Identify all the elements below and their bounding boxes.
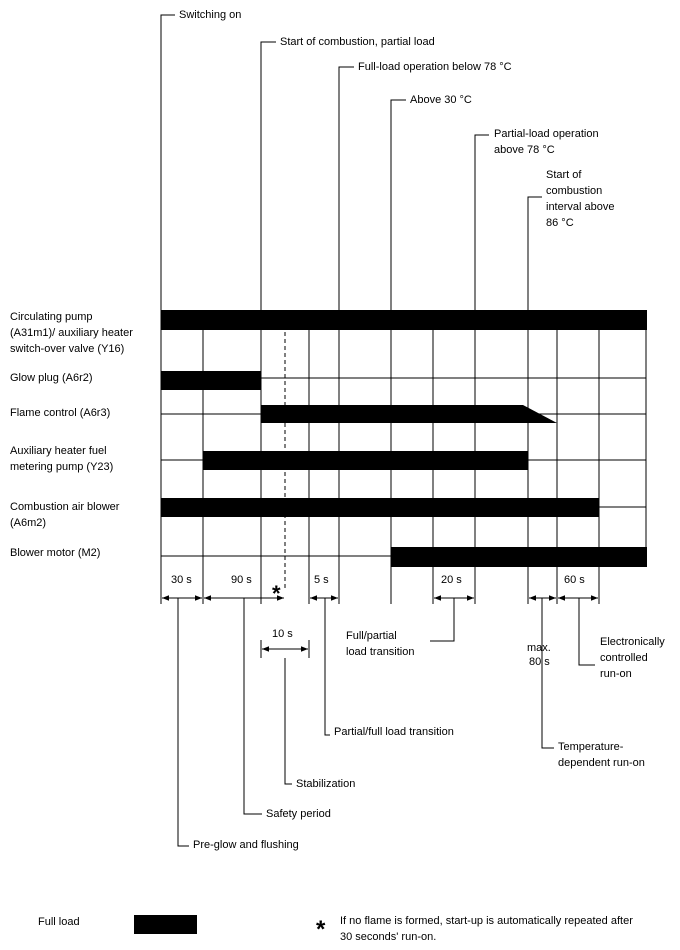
row-air-blower-2: (A6m2) bbox=[10, 517, 47, 529]
row-circulating-pump-2: (A31m1)/ auxiliary heater bbox=[10, 327, 133, 339]
event-start-interval-4: 86 °C bbox=[546, 217, 574, 229]
note-temperature-2: dependent run-on bbox=[558, 757, 645, 769]
legend-asterisk: * bbox=[316, 916, 326, 943]
row-air-blower-1: Combustion air blower bbox=[10, 501, 120, 513]
duration-60s: 60 s bbox=[564, 574, 585, 586]
bar-glow-plug bbox=[161, 371, 261, 390]
legend-full-load-label: Full load bbox=[38, 916, 80, 928]
event-start-interval-2: combustion bbox=[546, 185, 603, 197]
full-load-line bbox=[339, 67, 354, 310]
event-lines bbox=[161, 15, 542, 310]
note-partial-full: Partial/full load transition bbox=[334, 726, 454, 738]
event-above-30: Above 30 °C bbox=[410, 94, 472, 106]
legend-full-load-swatch bbox=[134, 915, 197, 934]
event-partial-load-1: Partial-load operation bbox=[494, 128, 599, 140]
event-full-load: Full-load operation below 78 °C bbox=[358, 61, 512, 73]
event-switching-on: Switching on bbox=[179, 9, 242, 21]
asterisk-marker: * bbox=[272, 581, 281, 606]
note-transition-1: Full/partial bbox=[346, 630, 397, 642]
duration-5s: 5 s bbox=[314, 574, 329, 586]
bar-circulating-pump bbox=[161, 310, 647, 330]
note-electronic-3: run-on bbox=[600, 668, 632, 680]
row-glow-plug: Glow plug (A6r2) bbox=[10, 372, 93, 384]
above-30-line bbox=[391, 100, 406, 310]
event-start-interval-3: interval above bbox=[546, 201, 615, 213]
bar-fuel-pump bbox=[203, 451, 528, 470]
note-preglow: Pre-glow and flushing bbox=[193, 839, 299, 851]
leader-safety bbox=[244, 598, 262, 814]
duration-max-2: 80 s bbox=[529, 656, 550, 668]
note-stabilization: Stabilization bbox=[296, 778, 356, 790]
event-start-combustion: Start of combustion, partial load bbox=[280, 36, 435, 48]
row-circulating-pump-3: switch-over valve (Y16) bbox=[10, 343, 125, 355]
duration-90s: 90 s bbox=[231, 574, 252, 586]
leader-partial-full bbox=[325, 598, 330, 735]
load-bars bbox=[161, 310, 647, 567]
switching-on-line bbox=[161, 15, 175, 310]
event-start-interval-1: Start of bbox=[546, 169, 582, 181]
note-electronic-1: Electronically bbox=[600, 636, 665, 648]
row-blower-motor: Blower motor (M2) bbox=[10, 547, 101, 559]
note-transition-2: load transition bbox=[346, 646, 415, 658]
bar-air-blower bbox=[161, 498, 599, 517]
note-temperature-1: Temperature- bbox=[558, 741, 624, 753]
leader-electronic bbox=[579, 598, 595, 665]
leader-transition bbox=[430, 598, 454, 641]
partial-load-line bbox=[475, 135, 489, 310]
duration-10s: 10 s bbox=[272, 628, 293, 640]
bar-flame-control bbox=[261, 405, 557, 423]
leader-temperature bbox=[542, 598, 554, 748]
note-safety: Safety period bbox=[266, 808, 331, 820]
row-circulating-pump-1: Circulating pump bbox=[10, 311, 93, 323]
footnote-line-1: If no flame is formed, start-up is automatically repeated after bbox=[340, 915, 633, 927]
row-fuel-pump-2: metering pump (Y23) bbox=[10, 461, 114, 473]
start-interval-line bbox=[528, 197, 542, 310]
duration-30s: 30 s bbox=[171, 574, 192, 586]
start-combustion-line bbox=[261, 42, 276, 310]
row-fuel-pump-1: Auxiliary heater fuel bbox=[10, 445, 107, 457]
leader-stabilization bbox=[285, 658, 292, 784]
leader-preglow bbox=[178, 598, 189, 846]
note-electronic-2: controlled bbox=[600, 652, 648, 664]
row-flame-control: Flame control (A6r3) bbox=[10, 407, 111, 419]
event-partial-load-2: above 78 °C bbox=[494, 144, 555, 156]
bar-blower-motor bbox=[391, 547, 647, 567]
duration-max-1: max. bbox=[527, 642, 551, 654]
footnote-line-2: 30 seconds' run-on. bbox=[340, 931, 437, 943]
duration-20s: 20 s bbox=[441, 574, 462, 586]
